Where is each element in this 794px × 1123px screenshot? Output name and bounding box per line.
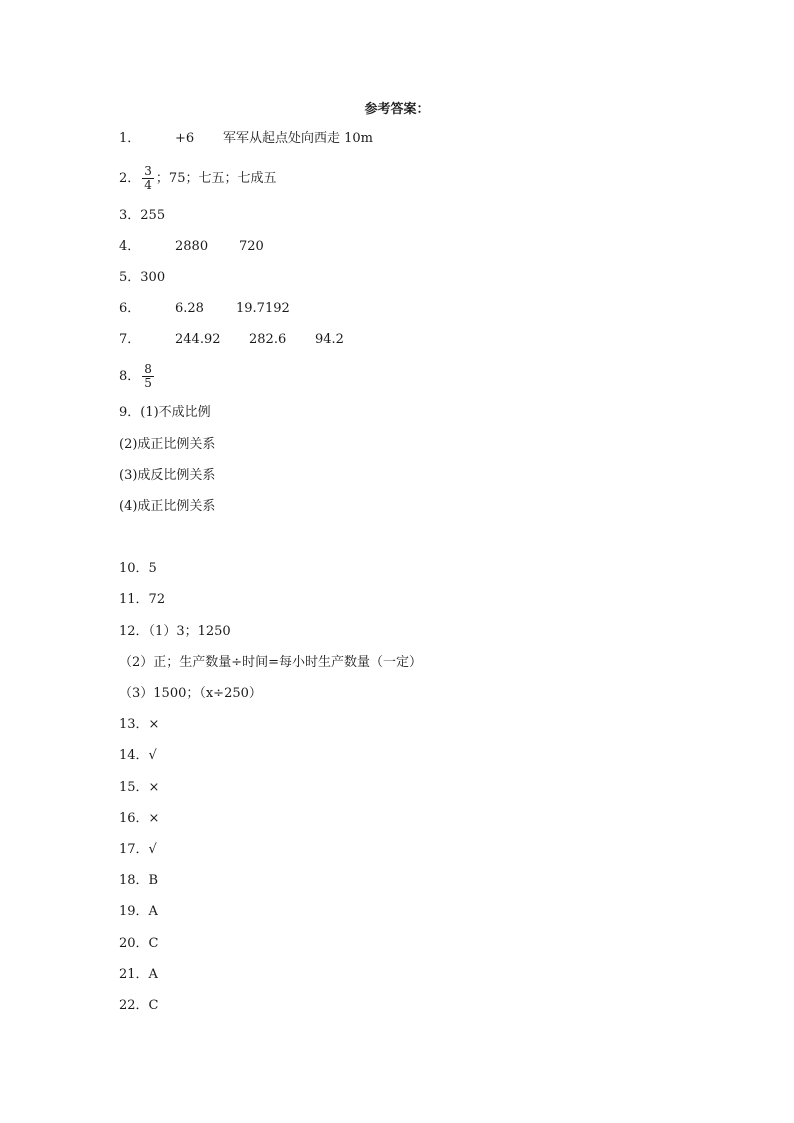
answer-text: 3．255 <box>119 208 166 223</box>
answer-value: 军军从起点处向西走 10m <box>223 131 374 146</box>
fraction <box>142 363 154 390</box>
answer-12-line3 <box>119 686 262 702</box>
answer-value: 2880 <box>175 239 209 254</box>
answer-13 <box>119 717 159 733</box>
answer-14 <box>119 748 157 764</box>
answer-9-line4 <box>119 499 215 515</box>
answer-text: 5．300 <box>119 270 166 285</box>
answer-number: 6． <box>119 301 141 316</box>
answer-19 <box>119 904 158 920</box>
answer-text: 14．√ <box>119 748 157 763</box>
page-title <box>0 98 794 117</box>
fraction-numerator: 8 <box>144 362 152 376</box>
answer-number: 1． <box>119 131 141 146</box>
answer-9-line1 <box>119 405 211 421</box>
answer-text: 20．C <box>119 936 159 951</box>
answer-value: 6.28 <box>175 301 204 316</box>
answer-text: 10．5 <box>119 561 157 576</box>
answer-10 <box>119 561 157 577</box>
answer-text: (3)成反比例关系 <box>119 468 216 483</box>
answer-text: 13．× <box>119 717 160 732</box>
answer-value: ；75；七五；七成五 <box>155 171 277 186</box>
fraction-denominator: 4 <box>144 178 152 192</box>
answer-text: 15．× <box>119 780 160 795</box>
answer-15 <box>119 780 159 796</box>
answer-12-line1 <box>119 624 231 640</box>
answer-18 <box>119 873 158 889</box>
answer-number: 4． <box>119 239 141 254</box>
answer-value: 19.7192 <box>236 301 290 316</box>
fraction-denominator: 5 <box>144 376 152 390</box>
answer-number: 8． <box>119 369 141 384</box>
answer-text: 21．A <box>119 967 158 982</box>
answer-number: 2． <box>119 171 141 186</box>
answer-17 <box>119 842 157 858</box>
answer-text: (2)成正比例关系 <box>119 437 216 452</box>
answer-text: 17．√ <box>119 842 157 857</box>
answer-6 <box>119 301 290 317</box>
answer-8 <box>119 359 156 395</box>
answer-21 <box>119 967 158 983</box>
answer-7 <box>119 332 344 348</box>
answer-value: 720 <box>239 239 264 254</box>
answer-value: 244.92 <box>175 332 221 347</box>
answer-4 <box>119 239 264 255</box>
answer-text: 16．× <box>119 811 160 826</box>
answer-text: 18．B <box>119 873 159 888</box>
answer-3 <box>119 208 165 224</box>
answer-12-line2 <box>119 655 422 671</box>
answer-5 <box>119 270 165 286</box>
answer-2 <box>119 162 276 196</box>
answer-text: 22．C <box>119 998 159 1013</box>
answer-20 <box>119 936 159 952</box>
fraction <box>142 165 154 192</box>
answer-16 <box>119 811 159 827</box>
answer-text: 12．（1）3；1250 <box>119 624 231 639</box>
answer-text: （2）正；生产数量÷时间=每小时生产数量（一定） <box>119 655 423 670</box>
fraction-numerator: 3 <box>144 164 152 178</box>
answer-text: 19．A <box>119 904 158 919</box>
answer-value: 282.6 <box>249 332 287 347</box>
answer-number: 7． <box>119 332 141 347</box>
answer-9-line3 <box>119 468 215 484</box>
answer-9-line2 <box>119 437 215 453</box>
answer-value: +6 <box>175 131 195 146</box>
answer-text: （3）1500；（x÷250） <box>119 686 262 701</box>
answer-value: 94.2 <box>315 332 344 347</box>
answer-text: (4)成正比例关系 <box>119 499 216 514</box>
answer-text: 9．(1)不成比例 <box>119 405 211 420</box>
answer-22 <box>119 998 159 1014</box>
title-text: 参考答案： <box>364 102 430 117</box>
answer-11 <box>119 592 165 608</box>
answer-text: 11．72 <box>119 592 166 607</box>
answer-1 <box>119 131 374 147</box>
